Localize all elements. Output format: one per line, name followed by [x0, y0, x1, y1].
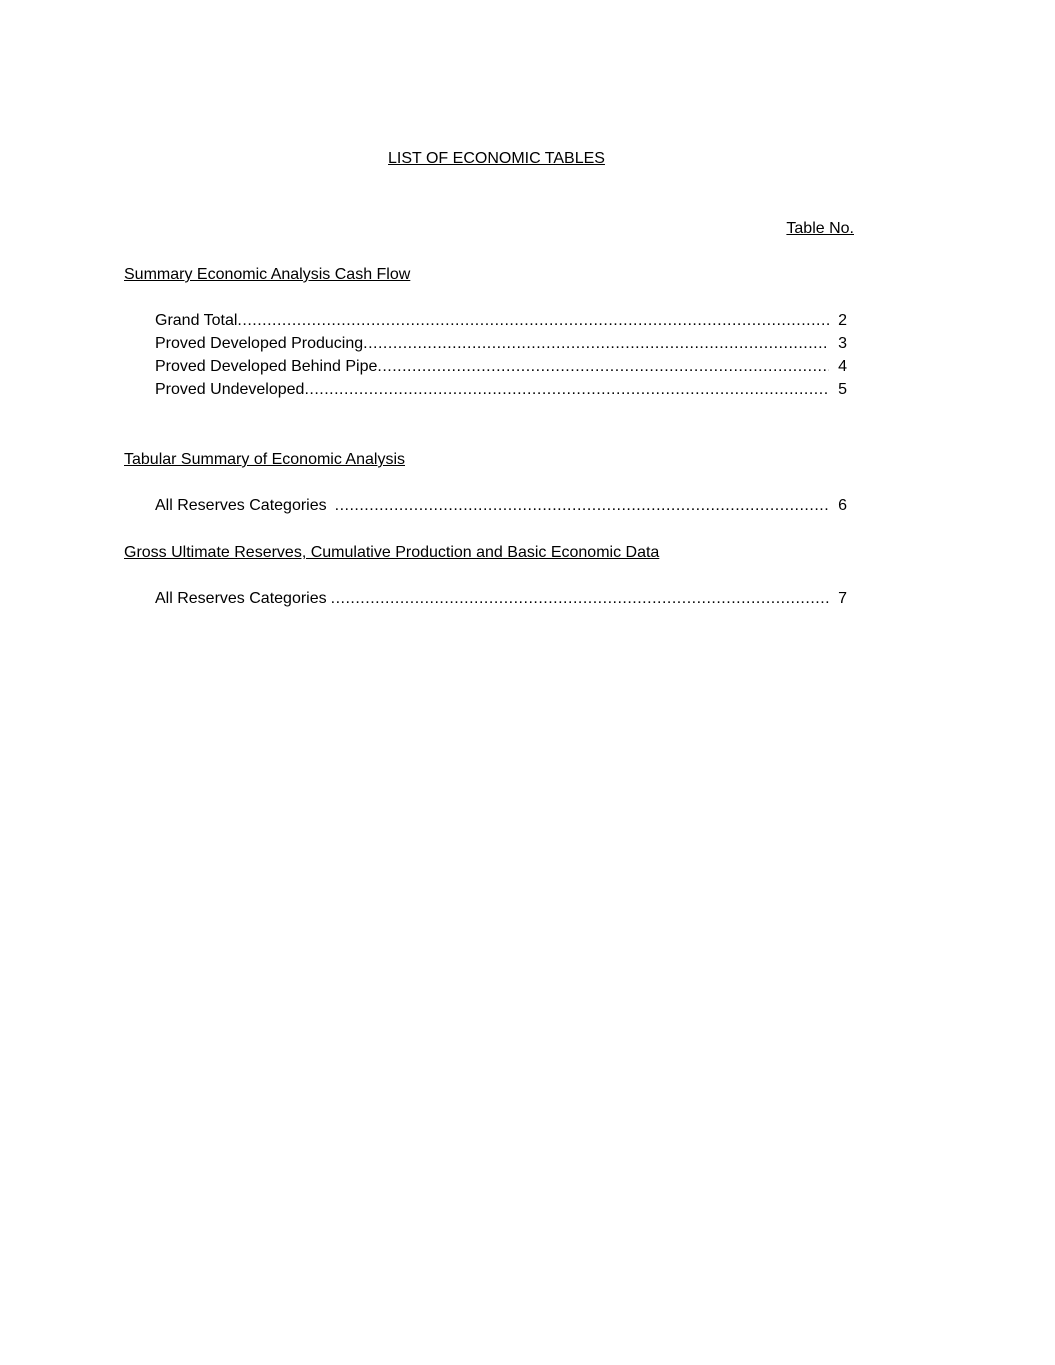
page-title: LIST OF ECONOMIC TABLES — [388, 150, 605, 167]
dot-leader — [237, 310, 829, 332]
toc-entry-table-number: 5 — [838, 381, 847, 398]
dot-leader — [363, 333, 829, 355]
toc-entry-table-number: 6 — [838, 497, 847, 514]
table-number-column-header: Table No. — [786, 220, 854, 237]
toc-entry-proved-developed-producing[interactable] — [155, 333, 847, 356]
toc-entry-label: All Reserves Categories — [155, 590, 327, 607]
toc-entry-label: Proved Developed Producing — [155, 335, 364, 352]
toc-entry-all-reserves-categories[interactable] — [155, 588, 847, 611]
toc-entry-grand-total[interactable] — [155, 310, 847, 333]
dot-leader — [335, 495, 829, 517]
toc-entry-all-reserves-categories[interactable] — [155, 495, 847, 518]
section-heading-summary-cash-flow: Summary Economic Analysis Cash Flow — [124, 266, 411, 283]
toc-entry-label: Proved Undeveloped — [155, 381, 305, 398]
section-heading-gross-ultimate-reserves: Gross Ultimate Reserves, Cumulative Production and Basic Economic Data — [124, 544, 660, 561]
toc-entry-table-number: 7 — [838, 590, 847, 607]
toc-entry-table-number: 3 — [838, 335, 847, 352]
toc-entry-proved-undeveloped[interactable] — [155, 379, 847, 402]
toc-entry-table-number: 2 — [838, 312, 847, 329]
toc-entry-label: Grand Total — [155, 312, 238, 329]
dot-leader — [304, 379, 829, 401]
toc-entry-label: All Reserves Categories — [155, 497, 327, 514]
dot-leader — [377, 356, 829, 378]
toc-entry-label: Proved Developed Behind Pipe — [155, 358, 378, 375]
toc-entry-table-number: 4 — [838, 358, 847, 375]
dot-leader — [331, 588, 829, 610]
toc-entry-proved-developed-behind-pipe[interactable] — [155, 356, 847, 379]
section-heading-tabular-summary: Tabular Summary of Economic Analysis — [124, 451, 405, 468]
